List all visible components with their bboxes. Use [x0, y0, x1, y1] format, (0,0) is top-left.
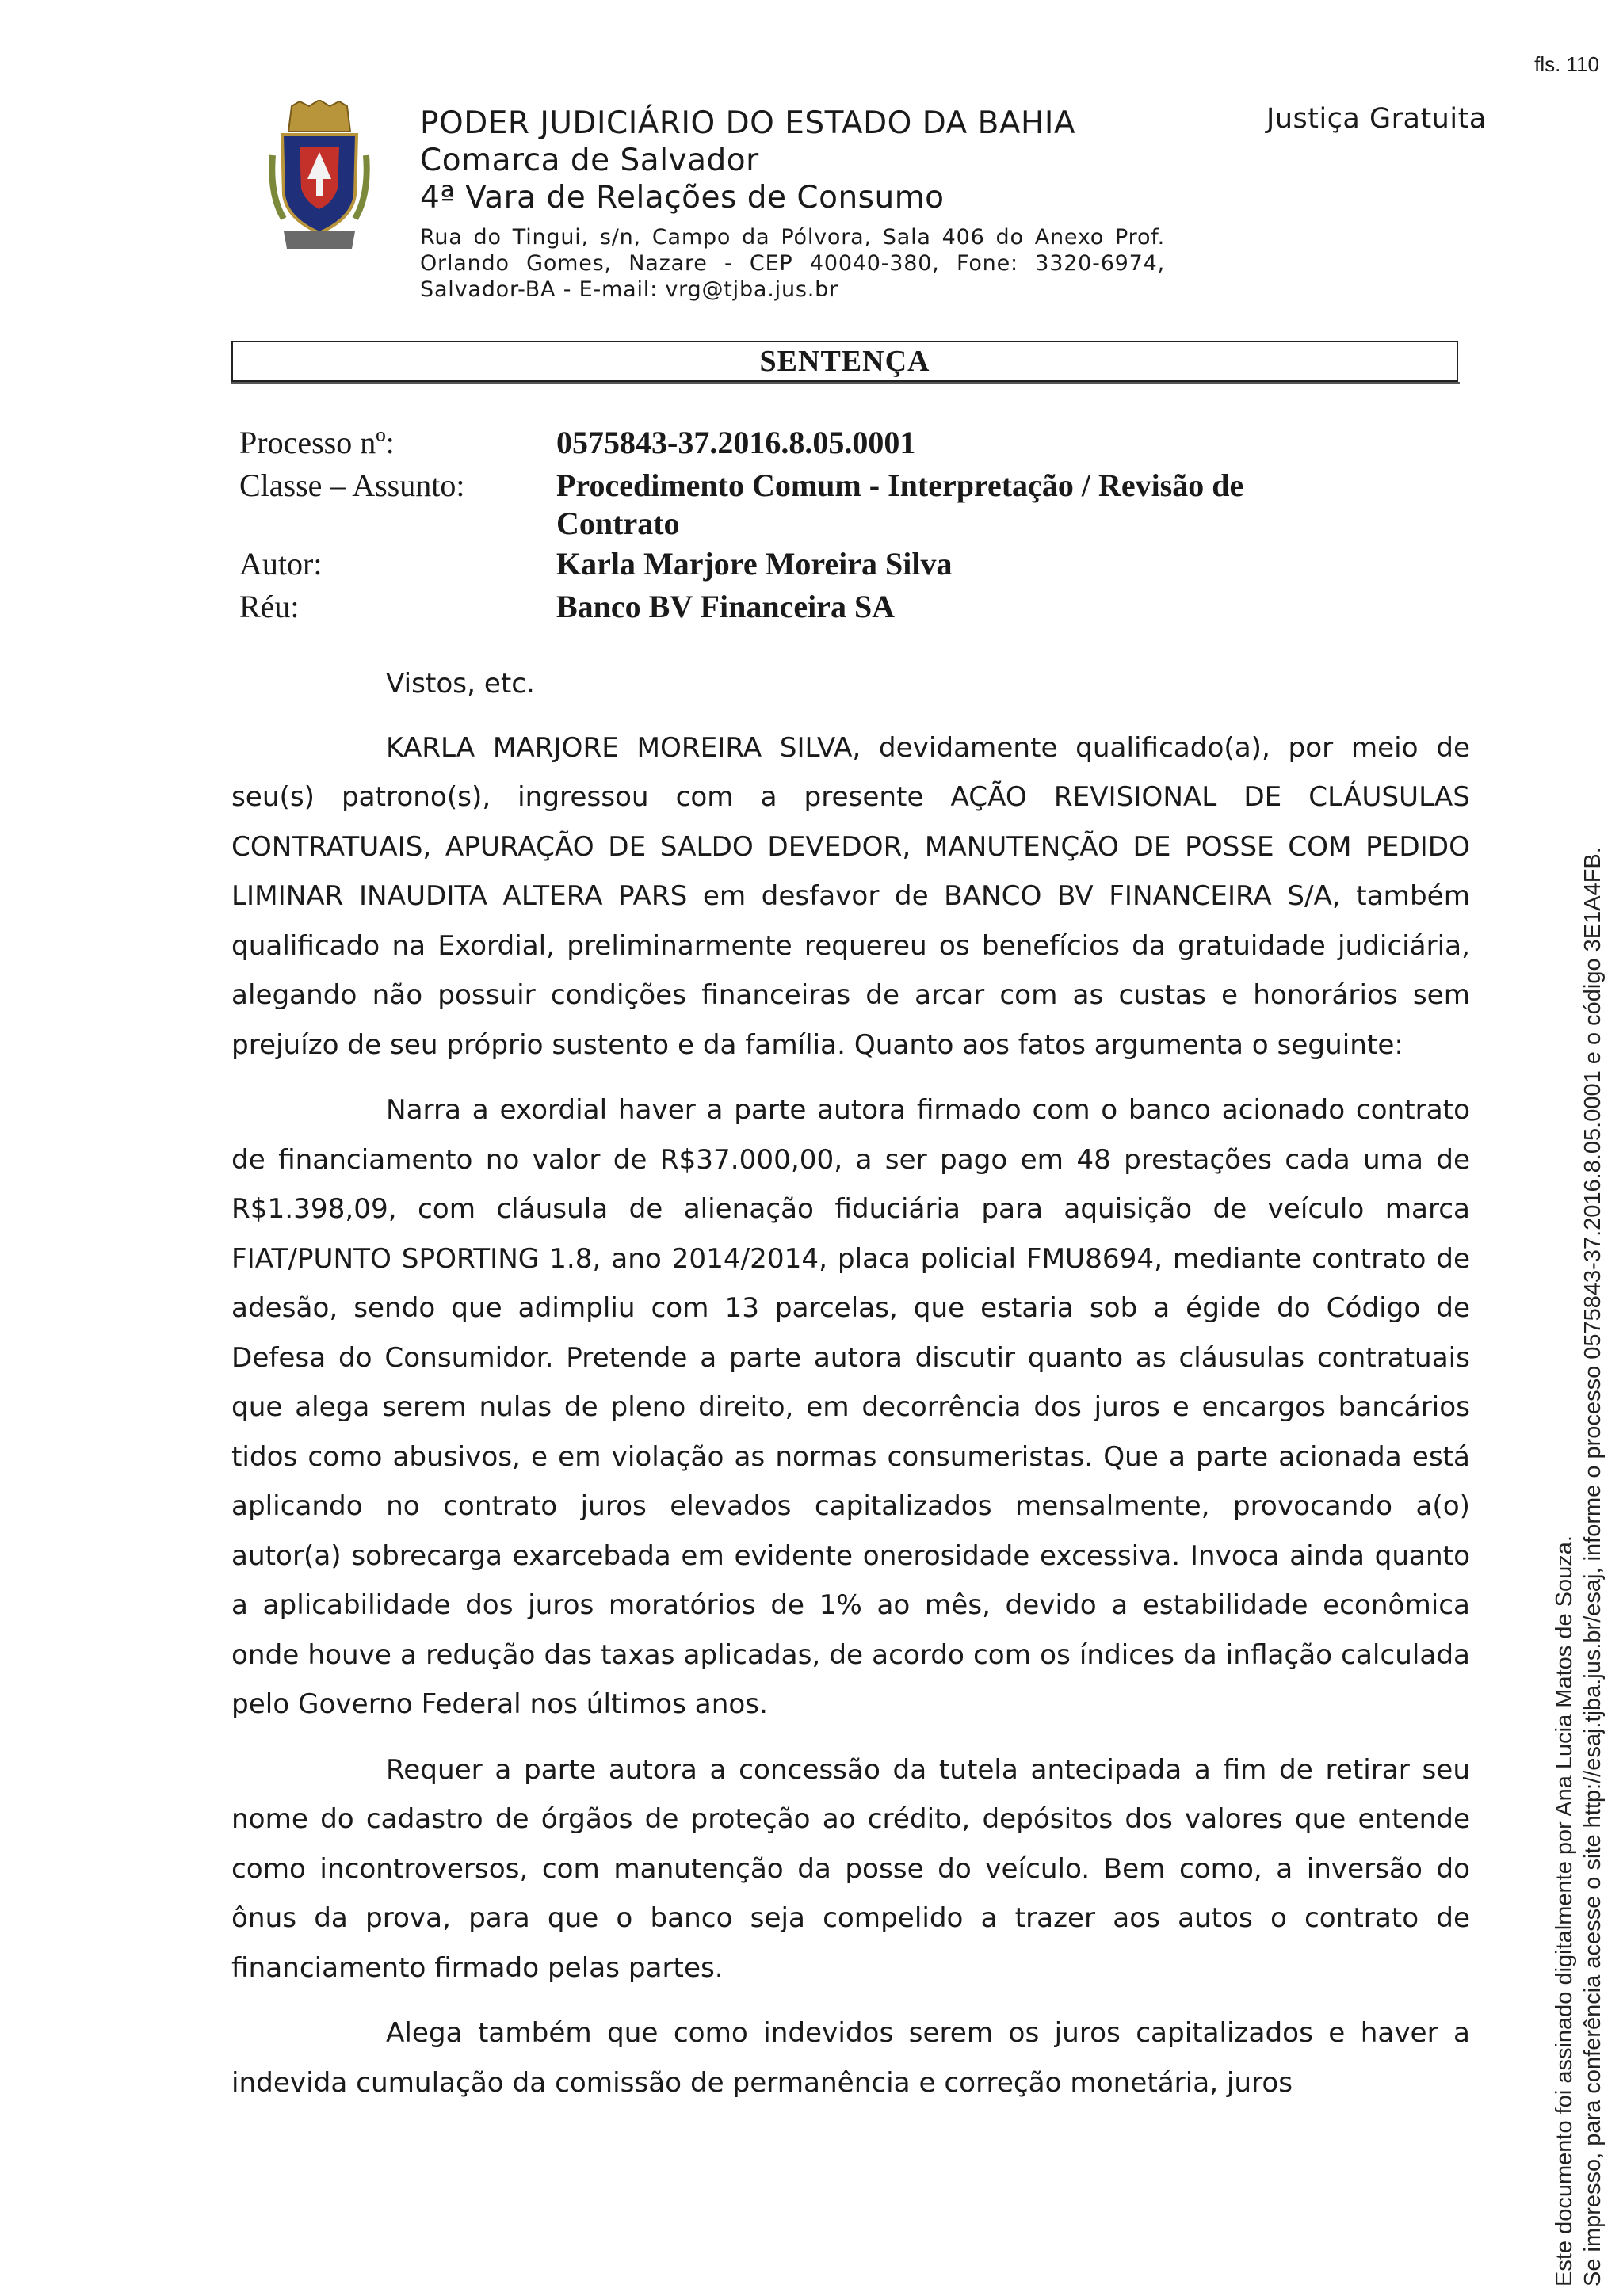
body-paragraph: Requer a parte autora a concessão da tutela antecipada a fim de retirar seu nome do cadastro de órgãos de proteção ao crédito, depósitos dos valores que entende como incontroversos, com manutenção da posse do veículo. Bem como, a inversão do ônus da prova, para que o banco seja compelido a trazer aos autos o contrato de financiamento firmado pelas partes.: [231, 1753, 1470, 1984]
case-author-row: [239, 543, 1381, 585]
case-defendant-value: Banco BV Financeira SA: [556, 589, 896, 624]
case-class-row: [239, 464, 1381, 543]
case-details: [239, 421, 1381, 628]
digital-signature-stamp: [1550, 742, 1607, 2286]
body-paragraph: Narra a exordial haver a parte autora firmado com o banco acionado contrato de financiamento no valor de R$37.000,00, a ser pago em 48 prestações cada uma de R$1.398,09, com cláusula de alienação fiduciária para aquisição de veículo marca FIAT/PUNTO SPORTING 1.8, ano 2014/2014, placa policial FMU8694, mediante contrato de adesão, sendo que adimpliu com 13 parcelas, que estaria sob a égide do Código de Defesa do Consumidor. Pretende a parte autora discutir quanto as cláusulas contratuais que alega serem nulas de pleno direito, em decorrência dos juros e encargos bancários tidos como abusivos, e em violação as normas consumeristas. Que a parte acionada está aplicando no contrato juros elevados capitalizados mensalmente, provocando a(o) autor(a) sobrecarga exarcebada em evidente onerosidade excessiva. Invoca ainda quanto a aplicabilidade dos juros moratórios de 1% ao mês, devido a estabilidade econômica onde houve a redução das taxas aplicadas, de acordo com os índices da inflação calculada pelo Governo Federal nos últimos anos.: [231, 1094, 1470, 1720]
court-address: Rua do Tingui, s/n, Campo da Pólvora, Sala 406 do Anexo Prof. Orlando Gomes, Nazare - CEP 40040-380, Fone: 3320-6974, Salvador-BA - E-mail: vrg@tjba.jus.br: [420, 225, 1165, 302]
case-number-label: Processo nº:: [239, 425, 395, 460]
case-number-value: 0575843-37.2016.8.05.0001: [556, 425, 916, 460]
intro-paragraph: Vistos, etc.: [386, 668, 535, 700]
bahia-coat-of-arms-icon: [268, 100, 371, 258]
court-name: PODER JUDICIÁRIO DO ESTADO DA BAHIA: [420, 105, 1076, 141]
case-author-label: Autor:: [239, 546, 323, 582]
free-justice-label: Justiça Gratuita: [1266, 103, 1487, 135]
case-defendant-row: [239, 585, 1381, 628]
verification-line: Se impresso, para conferência acesse o site http://esaj.tjba.jus.br/esaj, informe o processo 0575843-37.2016.8.05.0001 e o código 3E1A4FB.: [1580, 847, 1606, 2286]
case-class-value: Procedimento Comum - Interpretação / Revisão de Contrato: [556, 467, 1244, 541]
document-title: [231, 341, 1458, 382]
case-defendant-label: Réu:: [239, 589, 300, 624]
page-number: fls. 110: [1534, 52, 1599, 76]
case-class-label: Classe – Assunto:: [239, 467, 465, 503]
court-header: [420, 105, 1212, 303]
body-paragraph: Alega também que como indevidos serem os juros capitalizados e haver a indevida cumulação da comissão de permanência e correção monetária, juros: [231, 2017, 1470, 2099]
district-name: Comarca de Salvador: [420, 143, 759, 178]
body-paragraph: KARLA MARJORE MOREIRA SILVA, devidamente qualificado(a), por meio de seu(s) patrono(s), ingressou com a presente AÇÃO REVISIONAL DE CLÁUSULAS CONTRATUAIS, APURAÇÃO DE SALDO DEVEDOR, MANUTENÇÃO DE POSSE COM PEDIDO LIMINAR INAUDITA ALTERA PARS em desfavor de BANCO BV FINANCEIRA S/A, também qualificado na Exordial, preliminarmente requereu os benefícios da gratuidade judiciária, alegando não possuir condições financeiras de arcar com as custas e honorários sem prejuízo de seu próprio sustento e da família. Quanto aos fatos argumenta o seguinte:: [231, 731, 1470, 1061]
signature-line: Este documento foi assinado digitalmente por Ana Lucia Matos de Souza.: [1552, 1535, 1577, 2286]
sentence-body: [231, 659, 1470, 2123]
document-title-text: SENTENÇA: [759, 345, 930, 378]
division-name: 4ª Vara de Relações de Consumo: [420, 180, 945, 215]
case-author-value: Karla Marjore Moreira Silva: [556, 546, 953, 582]
case-number-row: [239, 421, 1381, 464]
